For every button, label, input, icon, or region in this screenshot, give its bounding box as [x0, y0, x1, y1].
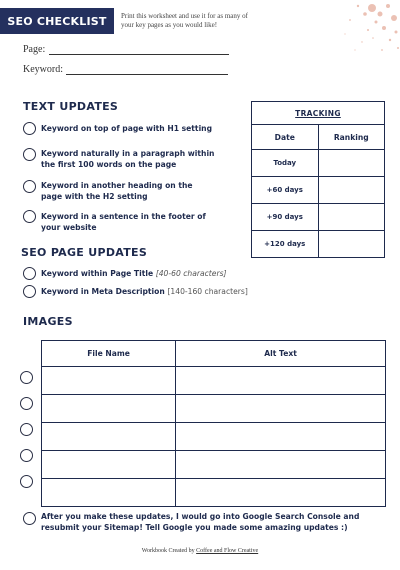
- footer-credit: [0, 548, 400, 554]
- item-paragraph: Keyword naturally in a paragraph within the first 100 words on the page: [41, 149, 215, 169]
- tracking-date-60: +60 days: [252, 177, 319, 204]
- alt-text-cell[interactable]: [176, 451, 386, 479]
- item-h2: Keyword in another heading on the page with the H2 setting: [41, 181, 193, 201]
- tracking-ranking-cell[interactable]: [318, 204, 385, 231]
- checkbox-page-title[interactable]: [23, 267, 36, 280]
- page-label: Page:: [23, 44, 46, 55]
- text-updates-heading: TEXT UPDATES: [23, 100, 119, 113]
- file-name-cell[interactable]: [42, 367, 176, 395]
- page-line: [49, 54, 229, 55]
- checkbox-image-5[interactable]: [20, 475, 33, 488]
- item-meta-description-note: [140-160 characters]: [167, 287, 248, 296]
- item-meta-description-text: Keyword in Meta Description: [41, 287, 165, 296]
- tracking-col-date: Date: [252, 125, 319, 150]
- alt-text-cell[interactable]: [176, 479, 386, 507]
- item-page-title-text: Keyword within Page Title: [41, 269, 154, 278]
- intro-text: Print this worksheet and use it for as many of your key pages as you would like!: [121, 12, 248, 29]
- tracking-ranking-cell[interactable]: [318, 231, 385, 258]
- keyword-label: Keyword:: [23, 64, 63, 75]
- file-name-cell[interactable]: [42, 395, 176, 423]
- footer-prefix: Workbook Created by: [141, 548, 195, 554]
- page-title: SEO CHECKLIST: [0, 8, 114, 34]
- footer-link[interactable]: Coffee and Flow Creative: [196, 548, 259, 554]
- file-name-cell[interactable]: [42, 451, 176, 479]
- item-meta-description: [41, 286, 291, 297]
- tracking-ranking-cell[interactable]: [318, 177, 385, 204]
- images-col-alt-text: Alt Text: [176, 341, 386, 367]
- tracking-table: [251, 101, 385, 258]
- tracking-heading: TRACKING: [252, 102, 385, 125]
- checkbox-image-1[interactable]: [20, 371, 33, 384]
- file-name-cell[interactable]: [42, 479, 176, 507]
- checkbox-image-2[interactable]: [20, 397, 33, 410]
- alt-text-cell[interactable]: [176, 423, 386, 451]
- item-page-title-note: [40-60 characters]: [155, 269, 227, 278]
- watercolor-splash-decoration: [310, 0, 400, 80]
- alt-text-cell[interactable]: [176, 395, 386, 423]
- checkbox-paragraph[interactable]: [23, 148, 36, 161]
- images-col-file-name: File Name: [42, 341, 176, 367]
- checkbox-h1[interactable]: [23, 122, 36, 135]
- tracking-date-90: +90 days: [252, 204, 319, 231]
- file-name-cell[interactable]: [42, 423, 176, 451]
- item-footer: Keyword in a sentence in the footer of your website: [41, 212, 206, 232]
- checkbox-footer[interactable]: [23, 210, 36, 223]
- images-heading: IMAGES: [23, 315, 73, 328]
- images-table: [41, 340, 386, 507]
- item-h1: Keyword on top of page with H1 setting: [41, 124, 213, 133]
- checkbox-sitemap[interactable]: [23, 512, 36, 525]
- checkbox-image-4[interactable]: [20, 449, 33, 462]
- keyword-field[interactable]: [23, 64, 228, 78]
- tracking-date-120: +120 days: [252, 231, 319, 258]
- checkbox-image-3[interactable]: [20, 423, 33, 436]
- keyword-line: [66, 74, 228, 75]
- final-note: After you make these updates, I would go into Google Search Console and resubmit your Sitemap! Tell Google you made some amazing updates :): [41, 512, 360, 532]
- seo-page-updates-heading: SEO PAGE UPDATES: [21, 246, 148, 259]
- alt-text-cell[interactable]: [176, 367, 386, 395]
- tracking-date-today: Today: [252, 150, 319, 177]
- tracking-ranking-cell[interactable]: [318, 150, 385, 177]
- item-page-title: [41, 268, 281, 279]
- checkbox-h2[interactable]: [23, 180, 36, 193]
- tracking-col-ranking: Ranking: [318, 125, 385, 150]
- checkbox-meta-description[interactable]: [23, 285, 36, 298]
- page-field[interactable]: [23, 44, 228, 58]
